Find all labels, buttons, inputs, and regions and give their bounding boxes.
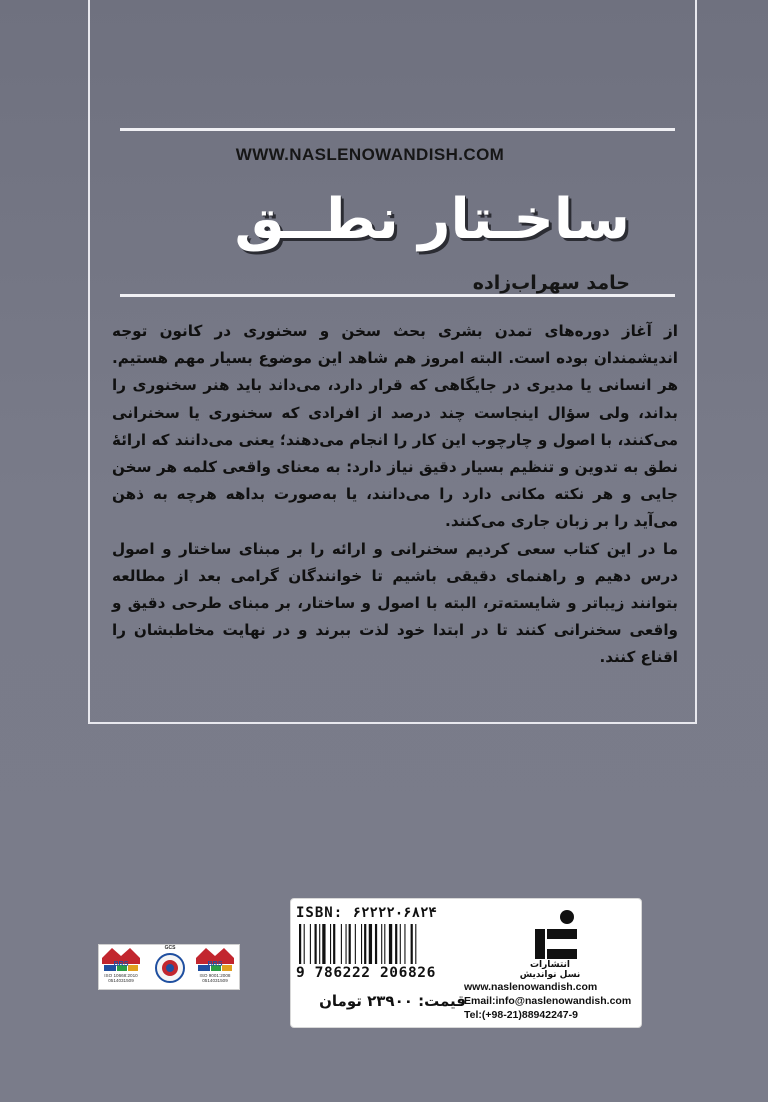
barcode-bar bbox=[384, 924, 385, 964]
publisher-logo-icon bbox=[525, 905, 585, 965]
left-cert-label: BRS bbox=[113, 961, 129, 968]
barcode-bar bbox=[322, 924, 325, 964]
isbn-label: ISBN: ۶۲۲۲۲۰۶۸۲۴ bbox=[296, 905, 437, 921]
barcode-bar bbox=[369, 924, 372, 964]
blurb bbox=[112, 318, 678, 672]
barcode-bar bbox=[341, 924, 342, 964]
barcode-bar bbox=[415, 924, 416, 964]
publisher-small-label: انتشارات bbox=[530, 960, 570, 970]
barcode-bar bbox=[355, 924, 356, 964]
barcode-bar bbox=[404, 924, 405, 964]
barcode-bar bbox=[319, 924, 320, 964]
book-title: ساخـتار نطــق bbox=[234, 187, 630, 252]
publisher-name bbox=[500, 960, 600, 980]
barcode-bar bbox=[310, 924, 311, 964]
publisher-website-header: WWW.NASLENOWANDISH.COM bbox=[235, 145, 505, 164]
book-author: حامد سهراب‌زاده bbox=[472, 272, 630, 294]
barcode bbox=[297, 924, 457, 966]
contact-phone: Tel:(+98-21)88942247-9 bbox=[464, 1009, 578, 1021]
contact-email: Email:info@naslenowandish.com bbox=[464, 995, 632, 1007]
barcode-bar bbox=[381, 924, 382, 964]
center-cert-label: GCS bbox=[164, 945, 176, 951]
barcode-bar bbox=[364, 924, 366, 964]
blurb-paragraph-2: ما در این کتاب سعی کردیم سخنرانی و ارائه را بر مبنای ساختار و اصول درس دهیم و راهنمای دقیقی باشیم تا خوانندگان گرامی بعد از مطالعه بتوانند زیباتر و شایسته‌تر، البته با اصول و ساختار، بر مبنای طرحی دقیق و واقعی سخنرانی کنند تا در ابتدا خود لذت ببرند و در نهایت مخاطبشان را اقناع کنند. bbox=[112, 539, 678, 667]
barcode-number: 9 786222 206826 bbox=[296, 965, 436, 981]
contact-info bbox=[464, 980, 636, 1022]
price-label: قیمت: ۲۳۹۰۰ تومان bbox=[319, 992, 466, 1010]
barcode-bar bbox=[304, 924, 305, 964]
barcode-bar bbox=[411, 924, 413, 964]
barcode-bar bbox=[361, 924, 362, 964]
barcode-bar bbox=[299, 924, 301, 964]
barcode-bar bbox=[389, 924, 392, 964]
right-cert-label: BRS bbox=[207, 961, 223, 968]
barcode-bar bbox=[346, 924, 347, 964]
blurb-paragraph-1: از آغاز دوره‌های تمدن بشری بحث سخن و سخنوری در کانون توجه اندیشمندان بوده است. البته امروز هم شاهد این موضوع بسیار مهم هستیم. هر انسانی یا مدیری در جایگاهی که قرار دارد، می‌داند باید هنر سخنوری را بداند، ولی سؤال اینجاست چند درصد از افرادی که سخنوری یا سخنرانی می‌کنند، با اصول و چارچوب این کار را انجام می‌دهند؛ یعنی می‌دانند که ارائهٔ نطق به تدوین و تنظیم بسیار دقیق نیاز دارد: به معنای واقعی کلمه هر سخن جایی و هر نکته مکانی دارد را می‌دانند، یا به‌صورت بداهه هرچه به ذهن می‌آید را بر زبان جاری می‌کنند. bbox=[112, 322, 678, 531]
barcode-bar bbox=[375, 924, 377, 964]
top-divider bbox=[120, 128, 675, 131]
barcode-bar bbox=[330, 924, 331, 964]
barcode-bar bbox=[400, 924, 401, 964]
barcode-bar bbox=[395, 924, 397, 964]
barcode-bar bbox=[315, 924, 317, 964]
left-cert-text: ISO 10668:2010 0514031509 bbox=[104, 973, 138, 983]
right-cert-text: ISO 9001:2008 0514031509 bbox=[199, 973, 231, 983]
barcode-bar bbox=[333, 924, 335, 964]
bottom-divider bbox=[120, 294, 675, 297]
barcode-bar bbox=[349, 924, 351, 964]
gcs-seal-icon bbox=[149, 946, 191, 986]
contact-website: www.naslenowandish.com bbox=[464, 981, 598, 993]
publisher-name-label: نسل نواندیش bbox=[519, 970, 581, 980]
